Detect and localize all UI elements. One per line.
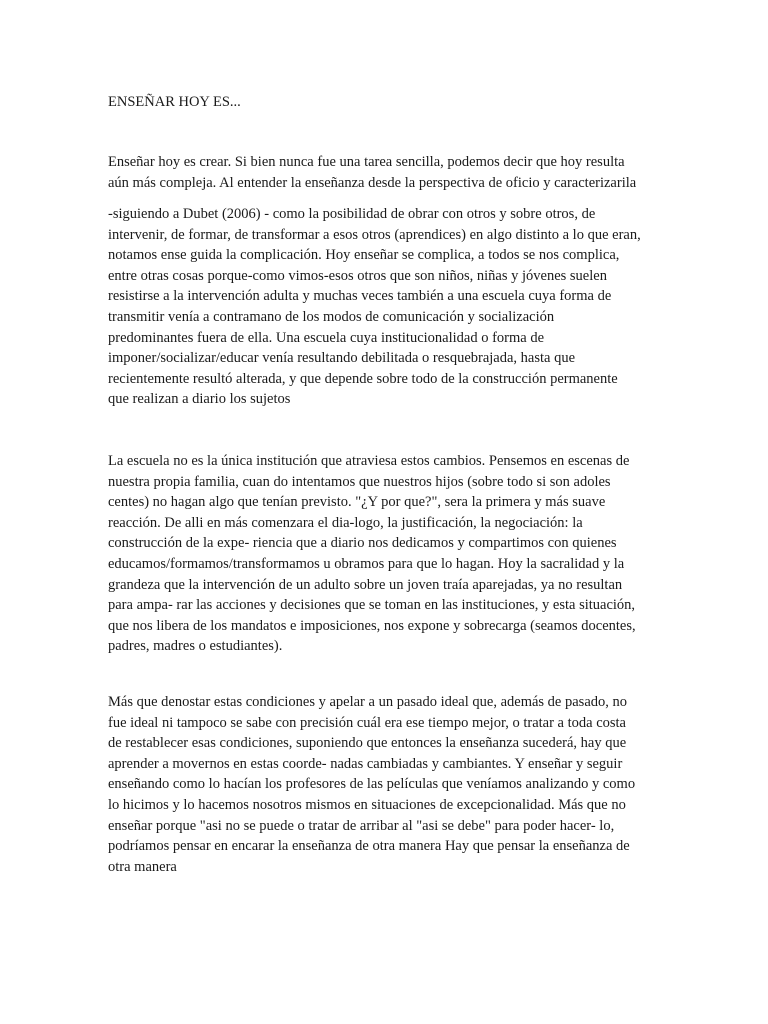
text-line: podríamos pensar en encarar la enseñanza de otra manera Hay que pensar la enseñanza de — [108, 838, 630, 855]
text-line: Más que denostar estas condiciones y apelar a un pasado ideal que, además de pasado, no — [108, 694, 628, 710]
document-title: ENSEÑAR HOY ES... — [108, 94, 241, 110]
text-line: centes) no hagan algo que tenían previsto. "¿Y por que?", sera la primera y más suave — [108, 494, 606, 511]
text-line: de restablecer esas condiciones, suponiendo que entonces la enseñanza sucederá, hay que — [108, 735, 627, 752]
text-line: La escuela no es la única institución que atraviesa estos cambios. Pensemos en escenas de — [108, 453, 630, 469]
text-line: educamos/formamos/transformamos u obramos para que lo hagan. Hoy la sacralidad y la — [108, 555, 625, 572]
text-line: que realizan a diario los sujetos — [108, 391, 291, 408]
text-line: imponer/socializar/educar venía resultando debilitada o resquebrajada, hasta que — [108, 350, 576, 367]
paragraph-3 — [108, 451, 688, 657]
text-line: aún más compleja. Al entender la enseñanza desde la perspectiva de oficio y caracterizarila — [108, 174, 637, 191]
text-line: construcción de la expe- riencia que a diario nos dedicamos y compartimos con quienes — [108, 535, 617, 552]
text-line: otra manera — [108, 858, 177, 875]
paragraph-4 — [108, 692, 688, 877]
text-line: padres, madres o estudiantes). — [108, 638, 283, 655]
text-line: lo hicimos y lo hacemos nosotros mismos en situaciones de excepcionalidad. Más que no — [108, 796, 626, 813]
text-line: transmitir venía a contramano de los modos de comunicación y socialización — [108, 308, 555, 325]
text-line: enseñando como lo hacían los profesores de las películas que veníamos analizando y como — [108, 776, 636, 793]
paragraph-2 — [108, 204, 688, 410]
text-line: Enseñar hoy es crear. Si bien nunca fue una tarea sencilla, podemos decir que hoy resulta — [108, 154, 625, 170]
text-line: entre otras cosas porque-como vimos-esos otros que son niños, niñas y jóvenes suelen — [108, 267, 607, 284]
text-line: notamos ense guida la complicación. Hoy enseñar se complica, a todos se nos complica, — [108, 247, 620, 264]
text-line: resistirse a la intervención adulta y muchas veces también a una escuela cuya forma de — [108, 288, 612, 305]
text-line: -siguiendo a Dubet (2006) - como la posibilidad de obrar con otros y sobre otros, de — [108, 206, 596, 222]
text-line: enseñar porque "asi no se puede o tratar de arribar al "asi se debe" para poder hacer- lo, — [108, 817, 615, 834]
text-line: que nos libera de los mandatos e imposiciones, nos expone y sobrecarga (seamos docentes, — [108, 617, 636, 634]
text-line: predominantes fuera de ella. Una escuela cuya institucionalidad o forma de — [108, 329, 545, 346]
text-line: grandeza que la intervención de un adulto sobre un joven traía aparejadas, ya no resultan — [108, 576, 623, 593]
text-line: reacción. De alli en más comenzara el dia-logo, la justificación, la negociación: la — [108, 514, 583, 531]
paragraph-1 — [108, 152, 688, 193]
text-line: intervenir, de formar, de transformar a esos otros (aprendices) en algo distinto a lo que eran, — [108, 226, 641, 243]
text-line: aprender a movernos en estas coorde- nadas cambiadas y cambiantes. Y enseñar y seguir — [108, 755, 623, 772]
text-line: para ampa- rar las acciones y decisiones que se toman en las instituciones, y esta situación, — [108, 597, 636, 614]
text-line: fue ideal ni tampoco se sabe con precisión cuál era ese tiempo mejor, o tratar a toda costa — [108, 714, 626, 731]
text-line: nuestra propia familia, cuan do intentamos que nuestros hijos (sobre todo si son adoles — [108, 473, 611, 490]
text-line: recientemente resultó alterada, y que depende sobre todo de la construcción permanente — [108, 370, 618, 387]
